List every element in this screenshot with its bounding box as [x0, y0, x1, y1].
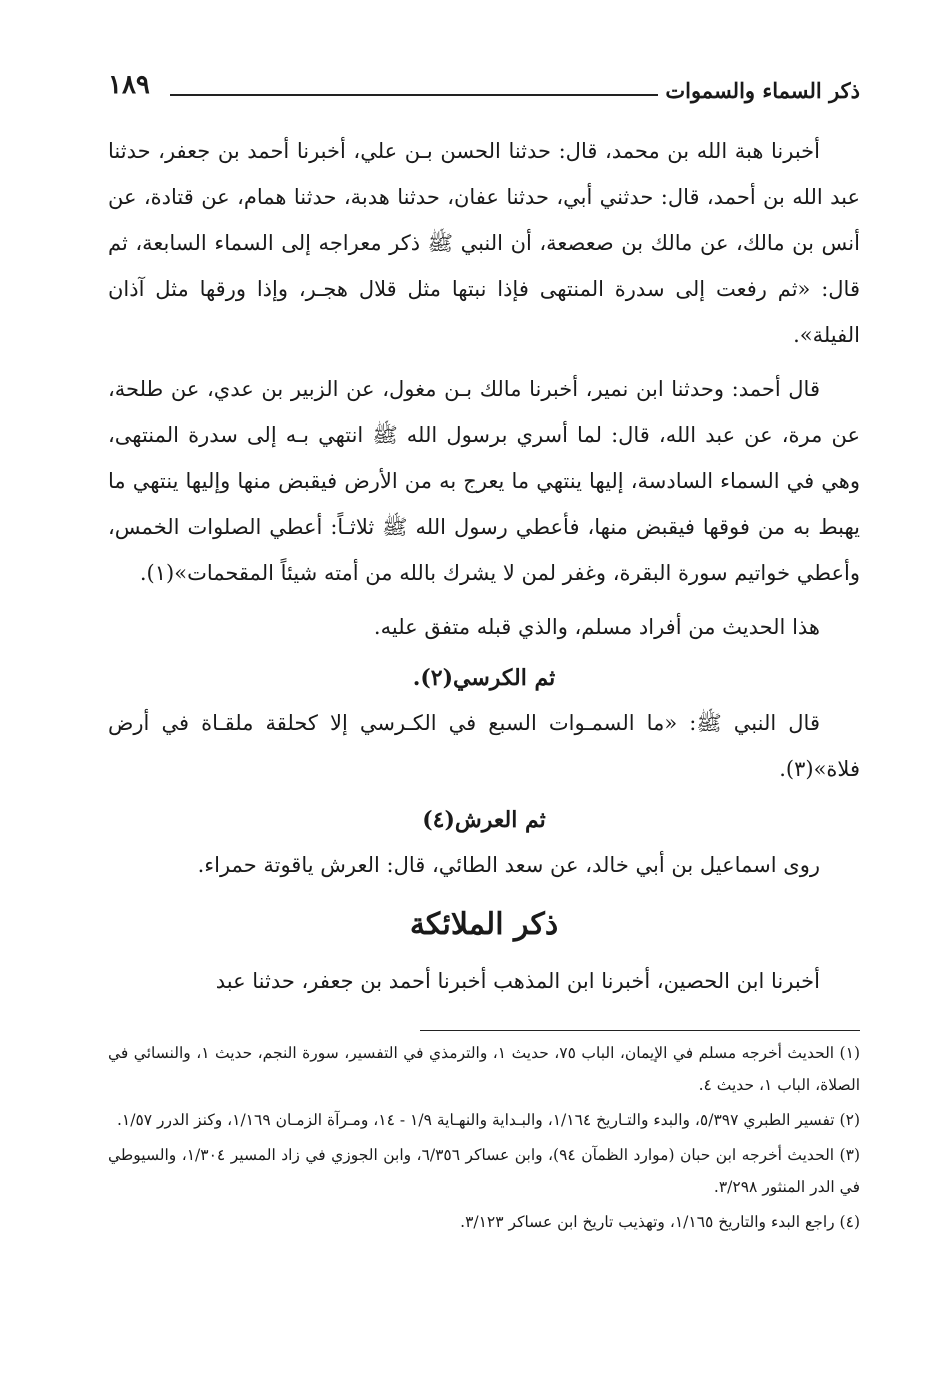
paragraph: أخبرنا ابن الحصين، أخبرنا ابن المذهب أخبرنا أحمد بن جعفر، حدثنا عبد: [215, 969, 820, 993]
footnote: (١) الحديث أخرجه مسلم في الإيمان، الباب ٧٥، حديث ١، والترمذي في التفسير، سورة النجم، حديث ١، والنسائي في الصلاة، الباب ١، حديث ٤.: [108, 1044, 860, 1094]
page-number: ١٨٩: [108, 70, 150, 100]
running-title: ذكر السماء والسموات: [665, 78, 860, 103]
footnote-rule: [420, 1030, 860, 1031]
paragraph: هذا الحديث من أفراد مسلم، والذي قبله متفق عليه.: [373, 615, 820, 639]
paragraph: أخبرنا هبة الله بن محمد، قال: حدثنا الحسن بـن علي، أخبرنا أحمد بن جعفر، حدثنا عبد الله بن أحمد، قال: حدثني أبي، حدثنا عفان، حدثنا هدبة، حدثنا همام، عن قتادة، عن أنس بن مالك، عن مالك بن صعصعة، أن النبي ﷺ ذكر معراجه إلى السماء السابعة، ثم قال: «ثم رفعت إلى سدرة المنتهى فإذا نبتها مثل قلال هجـر، وإذا ورقها مثل آذان الفيلة».: [108, 139, 860, 347]
footnote: (٢) تفسير الطبري ٥/٣٩٧، والبدء والتـاريخ ١/١٦٤، والبـداية والنهـاية ١/٩ - ١٤، ومـرآة الزمـان ١/١٦٩، وكنز الدرر ١/٥٧.: [116, 1111, 860, 1129]
subheading-arsh: ثم العرش(٤): [422, 807, 546, 833]
main-text: [108, 128, 860, 1004]
footnotes: [108, 1030, 860, 1241]
paragraph: قال النبي ﷺ: «ما السمـوات السبع في الكـرسي إلا كحلقة ملقـاة في أرض فلاة»(٣).: [108, 711, 860, 781]
page-header: [108, 70, 860, 120]
header-rule: [170, 94, 658, 96]
footnote: (٣) الحديث أخرجه ابن حبان (موارد الظمآن ٩٤)، وابن عساكر ٦/٣٥٦، وابن الجوزي في زاد المسير ١/٣٠٤، والسيوطي في الدر المنثور ٣/٢٩٨.: [108, 1146, 860, 1196]
section-title: ذكر الملائكة: [409, 907, 559, 942]
paragraph: روى اسماعيل بن أبي خالد، عن سعد الطائي، قال: العرش ياقوتة حمراء.: [197, 853, 820, 877]
paragraph: قال أحمد: وحدثنا ابن نمير، أخبرنا مالك بـن مغول، عن الزبير بن عدي، عن طلحة، عن مرة، عن عبد الله، قال: لما أسري برسول الله ﷺ انتهي بـه إلى سدرة المنتهى، وهي في السماء السادسة، إليها ينتهي ما يعرج به من الأرض فيقبض منها وإليها ينتهي ما يهبط به من فوقها فيقبض منها، فأعطي رسول الله ﷺ ثلاثـاً: أعطي الصلوات الخمس، وأعطي خواتيم سورة البقرة، وغفر لمن لا يشرك بالله من أمته شيئاً المقحمات»(١).: [108, 377, 860, 585]
subheading-kursi: ثم الكرسي(٢).: [412, 665, 556, 691]
footnote: (٤) راجع البدء والتاريخ ١/١٦٥، وتهذيب تاريخ ابن عساكر ٣/١٢٣.: [460, 1213, 860, 1231]
